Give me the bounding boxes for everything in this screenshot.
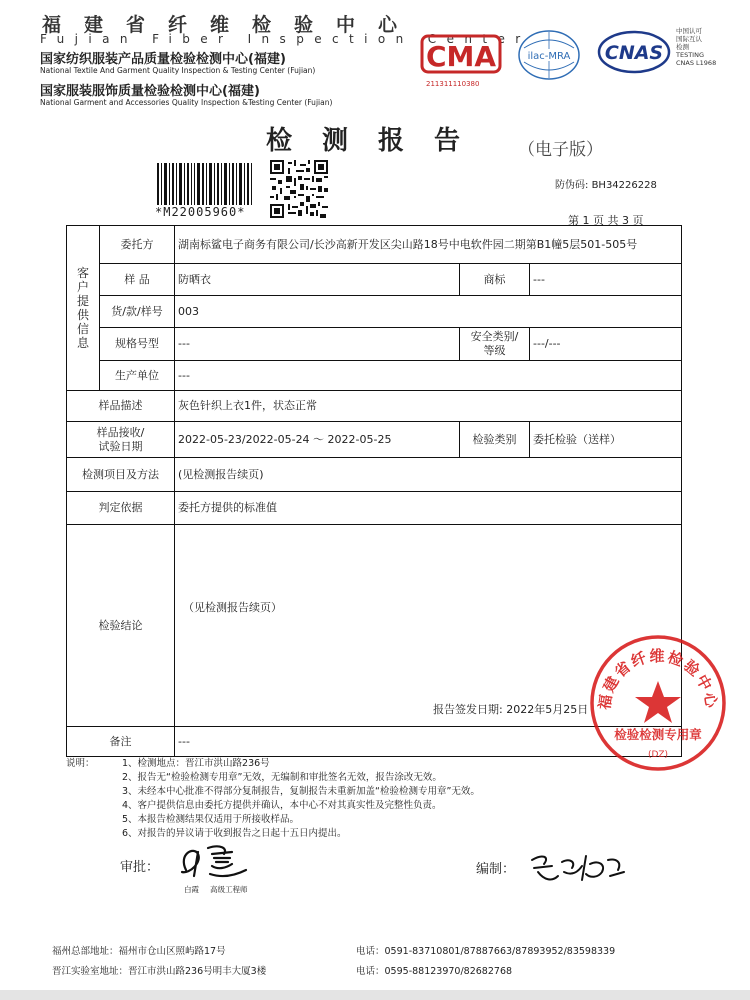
table-row [67, 296, 682, 328]
seal-ring-text: 福建省纤维检验中心 [595, 647, 721, 711]
safety-category-label [460, 328, 530, 361]
jinjiang-lab-address [52, 963, 266, 977]
qr-code-icon [270, 160, 328, 218]
cma-number: 211311110380 [426, 80, 480, 88]
table-row [67, 226, 682, 264]
barcode-icon [155, 163, 253, 205]
cnas-text-line: 国际互认 [676, 35, 702, 43]
hq-address-value: 福州市仓山区照屿路17号 [118, 946, 226, 957]
approver-title: 高级工程师 [210, 885, 248, 894]
section-char: 客 [76, 266, 89, 280]
section-char: 供 [76, 308, 89, 322]
note-item: 3、未经本中心批准不得部分复制报告，复制报告未重新加盖“检验检测专用章”无效。 [122, 786, 480, 797]
hq-phone-label: 电话： [356, 946, 385, 957]
judgment-basis-value: 委托方提供的标准值 [175, 492, 682, 525]
jinjiang-address-value: 晋江市洪山路236号明丰大厦3楼 [128, 966, 267, 977]
hq-phone [356, 943, 615, 957]
client-label: 委托方 [100, 226, 175, 264]
cnas-text-line: CNAS L1968 [676, 59, 717, 67]
conclusion-label: 检验结论 [67, 525, 175, 727]
test-items-value: (见检测报告续页) [175, 458, 682, 492]
item-no-label: 货/款/样号 [100, 296, 175, 328]
sample-description-label: 样品描述 [67, 391, 175, 422]
table-row [67, 492, 682, 525]
sample-label: 样 品 [100, 264, 175, 296]
producer-label: 生产单位 [100, 361, 175, 391]
anti-counterfeit-code [555, 176, 657, 191]
issue-date-value: 2022年5月25日 [506, 703, 589, 716]
dates-label [67, 422, 175, 458]
approver-signature-icon [168, 840, 258, 882]
cnas-logo-text: CNAS [604, 42, 664, 64]
table-row [67, 361, 682, 391]
editor-signature-icon [524, 846, 634, 890]
cnas-text-line: 中国认可 [676, 27, 702, 35]
cnas-text-line: 检测 [676, 43, 689, 51]
table-row [67, 422, 682, 458]
test-type-label: 检验类别 [460, 422, 530, 458]
item-no-value: 003 [175, 296, 682, 328]
page-number: 第 1 页 共 3 页 [568, 214, 644, 227]
national-textile-center-en: National Textile And Garment Quality Inspection & Testing Center (Fujian) [40, 66, 316, 75]
national-textile-center-cn: 国家纺织服装产品质量检验检测中心(福建) [40, 52, 286, 67]
table-row [67, 391, 682, 422]
remarks-value: --- [175, 727, 682, 757]
jinjiang-phone-value: 0595-88123970/82682768 [384, 966, 513, 977]
note-item: 1、检测地点：晋江市洪山路236号 [122, 758, 270, 769]
sample-description-value: 灰色针织上衣1件，状态正常 [175, 391, 682, 422]
remarks-label: 备注 [67, 727, 175, 757]
judgment-basis-label: 判定依据 [67, 492, 175, 525]
barcode-number: *M22005960* [155, 205, 246, 219]
sample-value: 防晒衣 [175, 264, 460, 296]
report-edition: （电子版） [518, 140, 603, 160]
cnas-text-line: TESTING [676, 51, 704, 59]
center-name-cn: 福建省纤维检验中心 [42, 14, 421, 36]
page-bottom-band [0, 990, 750, 1000]
note-item: 6、对报告的异议请于收到报告之日起十五日内提出。 [122, 828, 347, 839]
section-char: 息 [76, 336, 89, 350]
model-label: 规格号型 [100, 328, 175, 361]
cma-logo-icon [420, 30, 502, 78]
jinjiang-phone [356, 963, 512, 977]
seal-band-text: 检验检测专用章 [614, 727, 702, 742]
report-title: 检测报告 [266, 126, 491, 156]
national-garment-center-en: National Garment and Accessories Quality Inspection &Testing Center (Fujian) [40, 98, 333, 107]
cma-logo-text: CMA [425, 40, 497, 73]
cnas-logo-icon [597, 28, 672, 76]
section-char: 户 [76, 280, 89, 294]
approver-label: 审批： [120, 860, 160, 875]
client-value: 湖南标鲨电子商务有限公司/长沙高新开发区尖山路18号中电软件园二期第B1幢5层501-505号 [175, 226, 682, 264]
safety-category-value: ---/--- [530, 328, 682, 361]
dates-label-line: 样品接收/ [96, 425, 145, 439]
safety-label-line: 等级 [483, 344, 506, 357]
anti-fake-value: BH34226228 [591, 180, 657, 191]
hq-address [52, 943, 226, 957]
brand-value: --- [530, 264, 682, 296]
anti-fake-label: 防伪码: [555, 180, 589, 191]
note-item: 5、本报告检测结果仅适用于所接收样品。 [122, 814, 300, 825]
table-row [67, 264, 682, 296]
test-type-value: 委托检验（送样） [530, 422, 682, 458]
dates-value: 2022-05-23/2022-05-24 ～ 2022-05-25 [175, 422, 460, 458]
notes-lead: 说明： [66, 758, 95, 769]
issue-date [433, 703, 588, 717]
ilac-mra-logo-icon [514, 28, 584, 82]
hq-phone-value: 0591-83710801/87887663/87893952/83598339 [384, 946, 616, 957]
ilac-logo-text: ilac-MRA [527, 51, 571, 62]
seal-code-text: (DZ) [647, 750, 669, 760]
national-garment-center-cn: 国家服装服饰质量检验检测中心(福建) [40, 84, 260, 99]
table-row [67, 328, 682, 361]
brand-label: 商标 [460, 264, 530, 296]
hq-address-label: 福州总部地址： [52, 946, 119, 957]
safety-label-line: 安全类别/ [470, 330, 519, 343]
note-item: 4、客户提供信息由委托方提供并确认，本中心不对其真实性及完整性负责。 [122, 800, 442, 811]
section-char: 信 [76, 322, 89, 336]
jinjiang-phone-label: 电话： [356, 966, 385, 977]
editor-label: 编制： [476, 862, 516, 877]
test-items-label: 检测项目及方法 [67, 458, 175, 492]
table-row [67, 458, 682, 492]
cnas-accreditation-text [676, 27, 744, 67]
client-info-section-label [67, 226, 100, 391]
inspection-seal-icon [588, 633, 728, 773]
section-char: 提 [76, 294, 89, 308]
note-item: 2、报告无“检验检测专用章”无效，无编制和审批签名无效，报告涂改无效。 [122, 772, 442, 783]
model-value: --- [175, 328, 460, 361]
center-name-en: Fujian Fiber Inspection Center [40, 32, 531, 46]
approver-name: 白霞 [184, 885, 199, 894]
dates-label-line: 试验日期 [98, 439, 143, 453]
conclusion-value: （见检测报告续页） [183, 601, 282, 614]
producer-value: --- [175, 361, 682, 391]
issue-date-label: 报告签发日期: [433, 703, 503, 716]
jinjiang-address-label: 晋江实验室地址： [52, 966, 129, 977]
